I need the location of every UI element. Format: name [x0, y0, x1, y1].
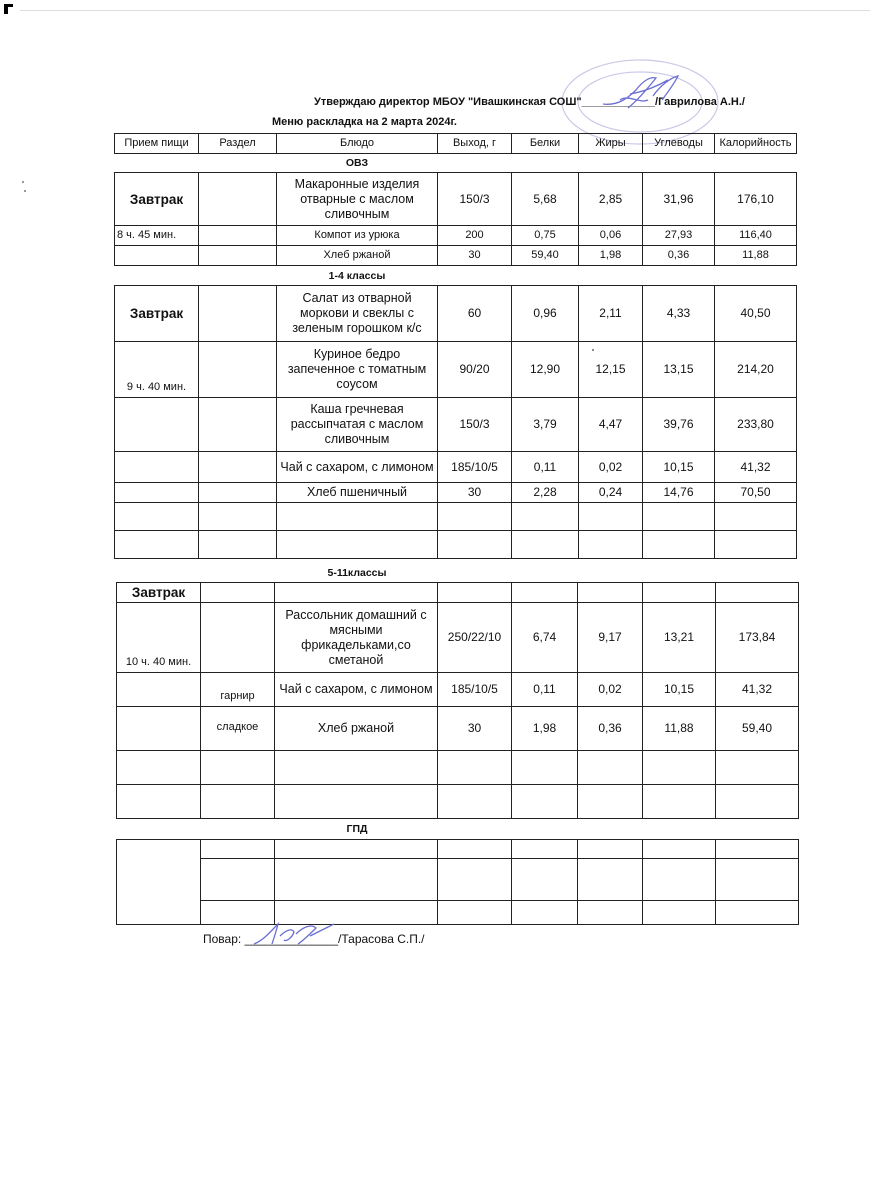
weight-cell: 200 [438, 226, 512, 246]
dish-cell: Рассольник домашний с мясными фрикадельками,со сметаной [275, 603, 438, 673]
time-cell: 8 ч. 45 мин. [115, 226, 199, 246]
razdel-cell [201, 603, 275, 673]
table-row-empty [117, 785, 799, 819]
protein-cell: 0,11 [512, 673, 578, 707]
protein-cell: 1,98 [512, 707, 578, 751]
dish-cell: Каша гречневая рассыпчатая с маслом сливочным [277, 398, 438, 452]
carbs-cell: 0,36 [643, 246, 715, 266]
razdel-cell [199, 226, 277, 246]
table-row [117, 673, 799, 707]
time-cell [115, 483, 199, 503]
table-row [115, 452, 797, 483]
kcal-cell: 173,84 [716, 603, 799, 673]
kcal-cell: 59,40 [716, 707, 799, 751]
fat-cell: 0,02 [578, 673, 643, 707]
razdel-cell [199, 452, 277, 483]
scan-speck [22, 181, 24, 183]
table-row [117, 603, 799, 673]
table-grades-1-4 [114, 285, 797, 559]
carbs-cell: 10,15 [643, 452, 715, 483]
approval-prefix: Утверждаю директор МБОУ "Ивашкинская СОШ" [314, 96, 582, 108]
fat-cell: 2,85 [579, 173, 643, 226]
weight-cell: 250/22/10 [438, 603, 512, 673]
protein-cell: 59,40 [512, 246, 579, 266]
table-row-empty [117, 840, 799, 859]
razdel-cell [199, 398, 277, 452]
col-protein: Белки [512, 134, 579, 154]
fat-cell: 4,47 [579, 398, 643, 452]
fat-cell: 1,98 [579, 246, 643, 266]
kcal-cell: 41,32 [715, 452, 797, 483]
dish-cell: Хлеб ржаной [275, 707, 438, 751]
kcal-cell: 11,88 [715, 246, 797, 266]
weight-cell: 150/3 [438, 173, 512, 226]
col-kcal: Калорийность [715, 134, 797, 154]
cook-name: /Тарасова С.П./ [338, 932, 425, 946]
dish-cell: Куриное бедро запеченное с томатным соусом [277, 342, 438, 398]
time-cell [117, 673, 201, 707]
weight-cell: 185/10/5 [438, 673, 512, 707]
cook-label: Повар: [203, 932, 242, 946]
fat-cell: 0,06 [579, 226, 643, 246]
weight-cell: 90/20 [438, 342, 512, 398]
razdel-cell [199, 286, 277, 342]
table-row [117, 707, 799, 751]
protein-cell: 2,28 [512, 483, 579, 503]
carbs-cell: 13,21 [643, 603, 716, 673]
dish-cell: Чай с сахаром, с лимоном [277, 452, 438, 483]
weight-cell: 150/3 [438, 398, 512, 452]
time-cell [117, 707, 201, 751]
time-cell: 10 ч. 40 мин. [117, 603, 201, 673]
col-dish: Блюдо [277, 134, 438, 154]
table-row [115, 246, 797, 266]
kcal-cell: 40,50 [715, 286, 797, 342]
fat-cell: 9,17 [578, 603, 643, 673]
col-fat: Жиры [579, 134, 643, 154]
weight-cell: 30 [438, 707, 512, 751]
time-cell: 9 ч. 40 мин. [115, 342, 199, 398]
table-row [115, 483, 797, 503]
column-header-row [114, 133, 797, 154]
director-signature [598, 70, 693, 115]
col-weight: Выход, г [438, 134, 512, 154]
fat-cell: 0,36 [578, 707, 643, 751]
razdel-cell: сладкое [201, 707, 275, 751]
fat-cell: 12,15 [579, 342, 643, 398]
time-cell [115, 452, 199, 483]
table-row [117, 583, 799, 603]
carbs-cell: 39,76 [643, 398, 715, 452]
kcal-cell: 214,20 [715, 342, 797, 398]
kcal-cell: 41,32 [716, 673, 799, 707]
carbs-cell: 11,88 [643, 707, 716, 751]
scan-top-line [20, 10, 870, 11]
scan-speck [24, 190, 26, 192]
table-row-empty [117, 751, 799, 785]
carbs-cell: 14,76 [643, 483, 715, 503]
table-row-empty [117, 859, 799, 901]
dish-cell: Салат из отварной моркови и свеклы с зеленым горошком к/с [277, 286, 438, 342]
dish-cell: Макаронные изделия отварные с маслом сливочным [277, 173, 438, 226]
razdel-cell [199, 173, 277, 226]
weight-cell: 30 [438, 246, 512, 266]
carbs-cell: 13,15 [643, 342, 715, 398]
kcal-cell: 70,50 [715, 483, 797, 503]
col-meal: Прием пищи [115, 134, 199, 154]
approval-signature-line: ____________ [581, 96, 656, 108]
table-row [115, 173, 797, 226]
scan-speck [592, 349, 594, 351]
protein-cell: 6,74 [512, 603, 578, 673]
carbs-cell: 31,96 [643, 173, 715, 226]
carbs-cell: 10,15 [643, 673, 716, 707]
fat-cell: 0,24 [579, 483, 643, 503]
scan-corner-mark-h [4, 4, 13, 7]
section-label-5-11: 5-11классы [327, 567, 387, 579]
protein-cell: 0,96 [512, 286, 579, 342]
protein-cell: 12,90 [512, 342, 579, 398]
cook-signature [250, 918, 340, 950]
cook-signature-line: ______________ [244, 932, 339, 946]
razdel-cell [199, 246, 277, 266]
table-row [115, 226, 797, 246]
col-razdel: Раздел [199, 134, 277, 154]
time-cell [115, 246, 199, 266]
carbs-cell: 4,33 [643, 286, 715, 342]
dish-cell: Хлеб ржаной [277, 246, 438, 266]
fat-cell: 2,11 [579, 286, 643, 342]
table-row [115, 398, 797, 452]
razdel-cell [199, 342, 277, 398]
col-carbs: Углеводы [643, 134, 715, 154]
section-label-gpd: ГПД [346, 823, 368, 835]
section-label-ovz: ОВЗ [345, 157, 369, 169]
meal-label: Завтрак [115, 173, 199, 226]
table-row [115, 286, 797, 342]
weight-cell: 30 [438, 483, 512, 503]
fat-cell: 0,02 [579, 452, 643, 483]
table-row [115, 342, 797, 398]
table-gpd [116, 839, 799, 925]
carbs-cell: 27,93 [643, 226, 715, 246]
menu-title: Меню раскладка на 2 марта 2024г. [272, 116, 457, 128]
table-row-empty [117, 901, 799, 925]
protein-cell: 3,79 [512, 398, 579, 452]
kcal-cell: 176,10 [715, 173, 797, 226]
razdel-cell: гарнир [201, 673, 275, 707]
protein-cell: 5,68 [512, 173, 579, 226]
dish-cell: Компот из урюка [277, 226, 438, 246]
table-row-empty [115, 503, 797, 531]
meal-label: Завтрак [117, 583, 201, 603]
approver-name: /Гаврилова А.Н./ [655, 96, 745, 108]
dish-cell: Хлеб пшеничный [277, 483, 438, 503]
protein-cell: 0,11 [512, 452, 579, 483]
kcal-cell: 116,40 [715, 226, 797, 246]
weight-cell: 185/10/5 [438, 452, 512, 483]
table-grades-5-11 [116, 582, 799, 819]
time-cell [115, 398, 199, 452]
razdel-cell [199, 483, 277, 503]
table-ovz [114, 172, 797, 266]
protein-cell: 0,75 [512, 226, 579, 246]
section-label-1-4: 1-4 классы [328, 270, 386, 282]
weight-cell: 60 [438, 286, 512, 342]
meal-label: Завтрак [115, 286, 199, 342]
table-row-empty [115, 531, 797, 559]
kcal-cell: 233,80 [715, 398, 797, 452]
dish-cell: Чай с сахаром, с лимоном [275, 673, 438, 707]
